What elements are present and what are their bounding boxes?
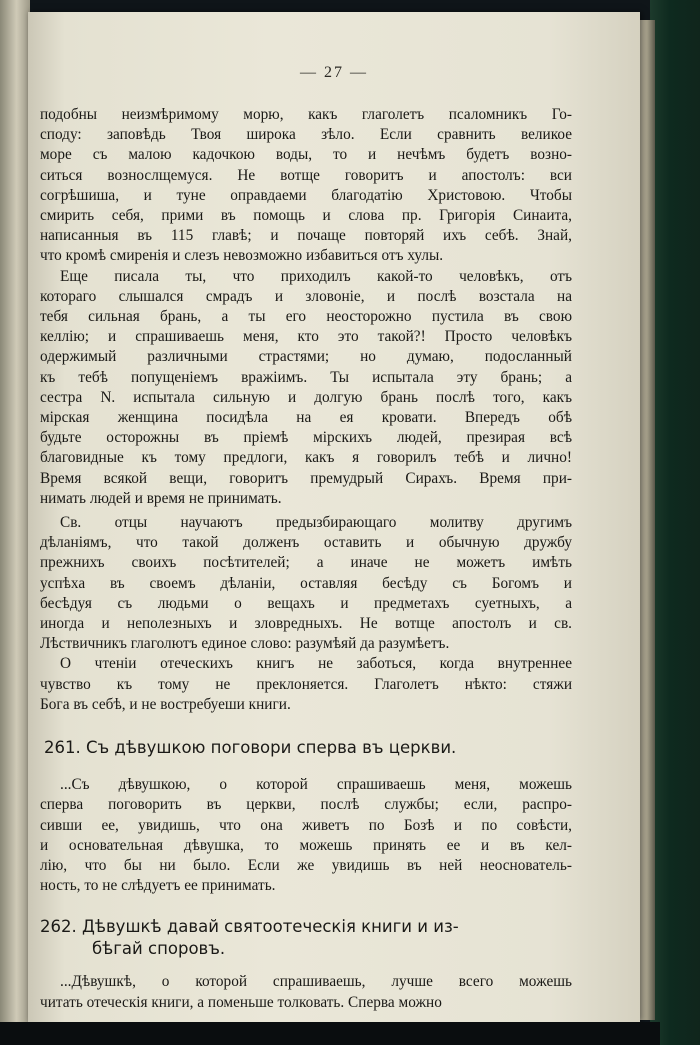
text-line: лію, что бы ни было. Если же увидишь въ ней неоснователь- [40, 856, 572, 874]
text-line: благовидные къ тому предлоги, какъ я говорилъ тебѣ и лично! [40, 449, 572, 467]
text-line: сестра N. испытала сильную и долгую брань послѣ того, какъ [40, 388, 572, 406]
section-262-heading [40, 916, 572, 960]
text-line: котораго слышался смрадъ и зловоніе, и послѣ возстала на [40, 287, 572, 305]
bottom-shadow [0, 1022, 660, 1045]
text-line: чувство къ тому не преклоняется. Глаголетъ нѣкто: стяжи [40, 675, 572, 693]
text-line: смирить себя, прими въ помощь и слова пр. Григорія Синаита, [40, 207, 572, 225]
section-262-text [40, 972, 572, 1012]
section-262-heading-line1: 262. Дѣвушкѣ давай святоотеческія книги и из- [40, 917, 459, 937]
paragraph-2 [40, 267, 572, 509]
text-line: келлію; и спрашиваешь меня, кто это такой?! Просто человѣкъ [40, 328, 572, 346]
book-page [28, 12, 640, 1022]
text-line: написанныя въ 115 главѣ; и почаще повторяй ихъ себѣ. Знай, [40, 227, 572, 245]
text-line: ность, то не слѣдуетъ ее принимать. [40, 877, 276, 895]
text-line: нимать людей и время не принимать. [40, 489, 282, 507]
paragraph-4 [40, 654, 572, 715]
text-line: ...Дѣвушкѣ, о которой спрашиваешь, лучше всего можешь [60, 973, 572, 991]
text-line: и основательная дѣвушка, то можешь принять ее и въ кел- [40, 836, 572, 854]
text-line: Еще писала ты, что приходилъ какой-то человѣкъ, отъ [60, 267, 572, 285]
text-line: прежнихъ своихъ посѣтителей; а иначе не можетъ имѣть [40, 554, 572, 572]
section-261-text [40, 775, 572, 896]
paragraph-3 [40, 513, 572, 654]
text-line: къ тебѣ попущеніемъ вражіимъ. Ты испытала эту брань; а [40, 368, 572, 386]
text-line: Бога въ себѣ, и не востребуеши книги. [40, 695, 291, 713]
text-line: споду: заповѣдь Твоя широка зѣло. Если сравнить великое [40, 126, 572, 144]
text-line: сивши ее, увидишь, что она живетъ по Бозѣ и по совѣсти, [40, 816, 572, 834]
text-line: сперва поговорить въ церкви, послѣ службы; если, распро- [40, 796, 572, 814]
text-line: Время всякой вещи, говоритъ премудрый Сирахъ. Время при- [40, 469, 572, 487]
section-261-heading: 261. Съ дѣвушкою поговори сперва въ церкви. [44, 738, 457, 758]
text-line: согрѣшиша, и туне оправдаеми благодатію Христовою. Чтобы [40, 186, 572, 204]
text-line: мірская женщина посидѣла на ея кровати. Впередъ обѣ [40, 409, 572, 427]
text-line: Лѣствичникъ глаголютъ единое слово: разумѣяй да разумѣетъ. [40, 635, 450, 653]
page-text [40, 105, 572, 1013]
text-line: что кромѣ смиренія и слезъ невозможно избавиться отъ хулы. [40, 247, 444, 265]
text-line: будьте осторожны въ пріемѣ мірскихъ людей, презирая всѣ [40, 429, 572, 447]
left-page-edge [0, 0, 30, 1045]
text-line: успѣха въ своемъ дѣланіи, оставляя бесѣду съ Богомъ и [40, 574, 572, 592]
text-line: дѣланіямъ, что такой долженъ оставить и обычную дружбу [40, 534, 572, 552]
text-line: море съ малою кадочкою воды, то и нечѣмъ будетъ возно- [40, 146, 572, 164]
book-cover-right [650, 0, 700, 1045]
section-262-heading-line2: бѣгай споровъ. [92, 939, 226, 959]
paragraph-1 [40, 105, 572, 267]
text-line: Св. отцы научаютъ предызбирающаго молитву другимъ [60, 514, 572, 532]
text-line: О чтеніи отеческихъ книгъ не заботься, когда внутреннее [60, 655, 572, 673]
text-line: тебя сильная брань, а ты его неосторожно пустила въ свою [40, 308, 572, 326]
text-line: ...Съ дѣвушкою, о которой спрашиваешь меня, можешь [60, 776, 572, 794]
text-line: ситься вознослщемуся. Не вотще говоритъ и апостолъ: вси [40, 166, 572, 184]
text-line: иногда и неполезныхъ и зловредныхъ. Не вотще апостолъ и св. [40, 615, 572, 633]
page-number: — 27 — [300, 64, 368, 81]
text-line: бесѣдуя съ людьми о вещахъ и предметахъ суетныхъ, а [40, 594, 572, 612]
text-line: подобны неизмѣримому морю, какъ глаголетъ псаломникъ Го- [40, 106, 572, 123]
text-line: одержимый различными страстями; но думаю, подосланный [40, 348, 572, 366]
text-line: читать отеческія книги, а поменьше толковать. Сперва можно [40, 993, 442, 1011]
